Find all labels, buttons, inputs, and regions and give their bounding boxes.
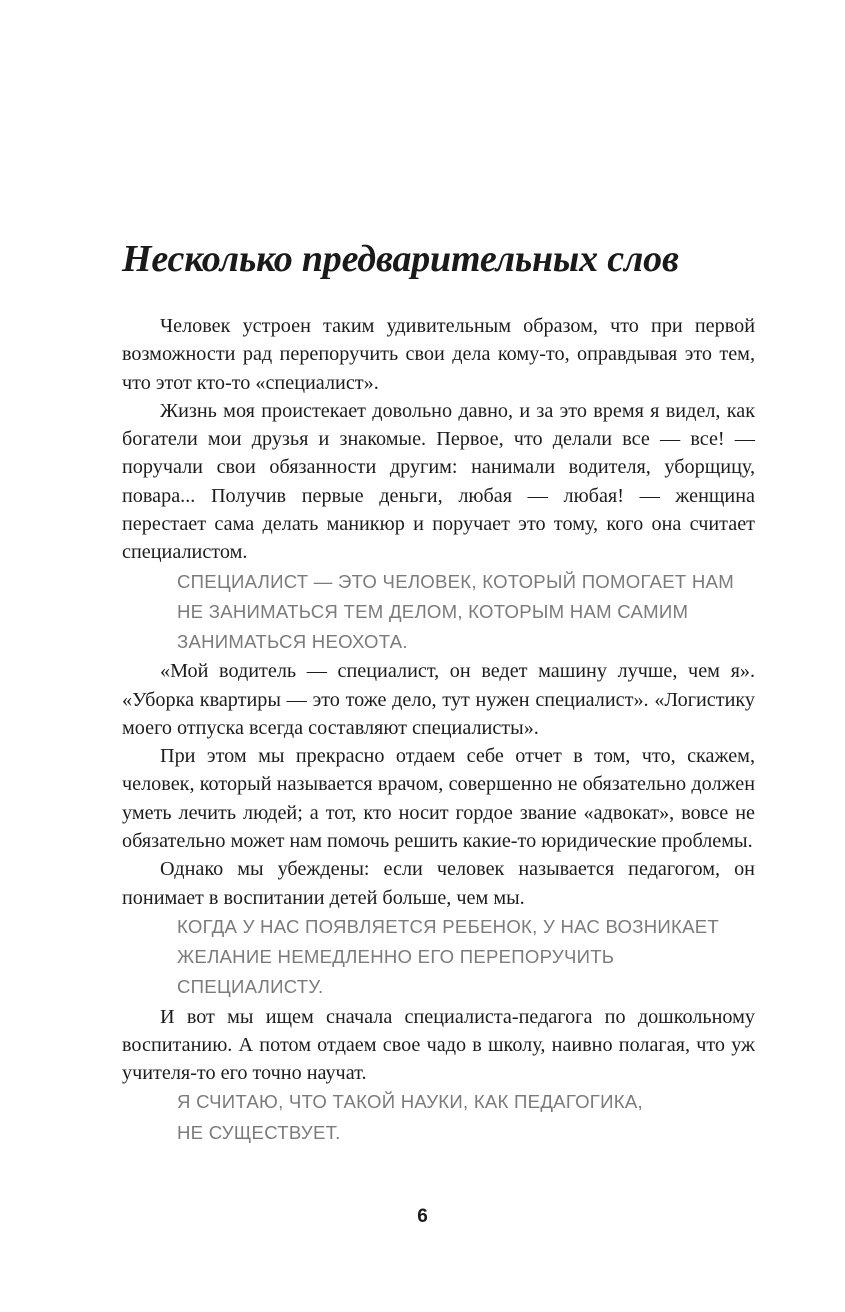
body-paragraph: При этом мы прекрасно отдаем себе отчет в том, что, скажем, человек, который называется врачом, совершенно не обязательно должен уметь лечить людей; а тот, кто носит гордое звание «адвокат», вовсе не обязательно может нам помочь решить какие-то юридические проблемы. — [122, 745, 755, 853]
body-paragraph: Однако мы убеждены: если человек называется педагогом, он понимает в воспитании детей больше, чем мы. — [122, 858, 755, 909]
callout-block — [122, 567, 755, 658]
callout-line: НЕ ЗАНИМАТЬСЯ ТЕМ ДЕЛОМ, КОТОРЫМ НАМ САМИМ — [177, 600, 689, 622]
page-content — [122, 236, 755, 1148]
callout-line: ЗАНИМАТЬСЯ НЕОХОТА. — [177, 631, 408, 653]
callout-line: КОГДА У НАС ПОЯВЛЯЕТСЯ РЕБЕНОК, У НАС ВОЗНИКАЕТ — [177, 915, 719, 937]
callout-line: СПЕЦИАЛИСТ — ЭТО ЧЕЛОВЕК, КОТОРЫЙ ПОМОГАЕТ НАМ — [177, 570, 734, 592]
body-paragraph: И вот мы ищем сначала специалиста-педагога по дошкольному воспитанию. А потом отдаем свое чадо в школу, наивно полагая, что уж учителя-то его точно научат. — [122, 1005, 755, 1085]
body-paragraph: Человек устроен таким удивительным образом, что при первой возможности рад перепоручить свои дела кому-то, оправдывая это тем, что этот кто-то «специалист». — [122, 315, 755, 394]
callout-line: НЕ СУЩЕСТВУЕТ. — [177, 1121, 341, 1143]
body-paragraph: «Мой водитель — специалист, он ведет машину лучше, чем я». «Уборка квартиры — это тоже дело, тут нужен специалист». «Логистику моего отпуска всегда составляют специалисты». — [122, 660, 755, 739]
callout-block — [122, 1087, 755, 1147]
callout-line: ЖЕЛАНИЕ НЕМЕДЛЕННО ЕГО ПЕРЕПОРУЧИТЬ СПЕЦИАЛИСТУ. — [177, 946, 615, 998]
page-title: Несколько предварительных слов — [122, 238, 679, 280]
page-number: 6 — [417, 1206, 428, 1227]
callout-line: Я СЧИТАЮ, ЧТО ТАКОЙ НАУКИ, КАК ПЕДАГОГИКА, — [177, 1091, 643, 1113]
callout-block — [122, 912, 755, 1003]
text-body — [122, 312, 755, 1148]
body-paragraph: Жизнь моя проистекает довольно давно, и за это время я видел, как богатели мои друзья и знакомые. Первое, что делали все — все! — поручали свои обязанности другим: нанимали водителя, уборщицу, повара... Получив первые деньги, любая — любая! — женщина перестает сама делать маникюр и поручает это тому, кого она считает специалистом. — [122, 399, 755, 564]
